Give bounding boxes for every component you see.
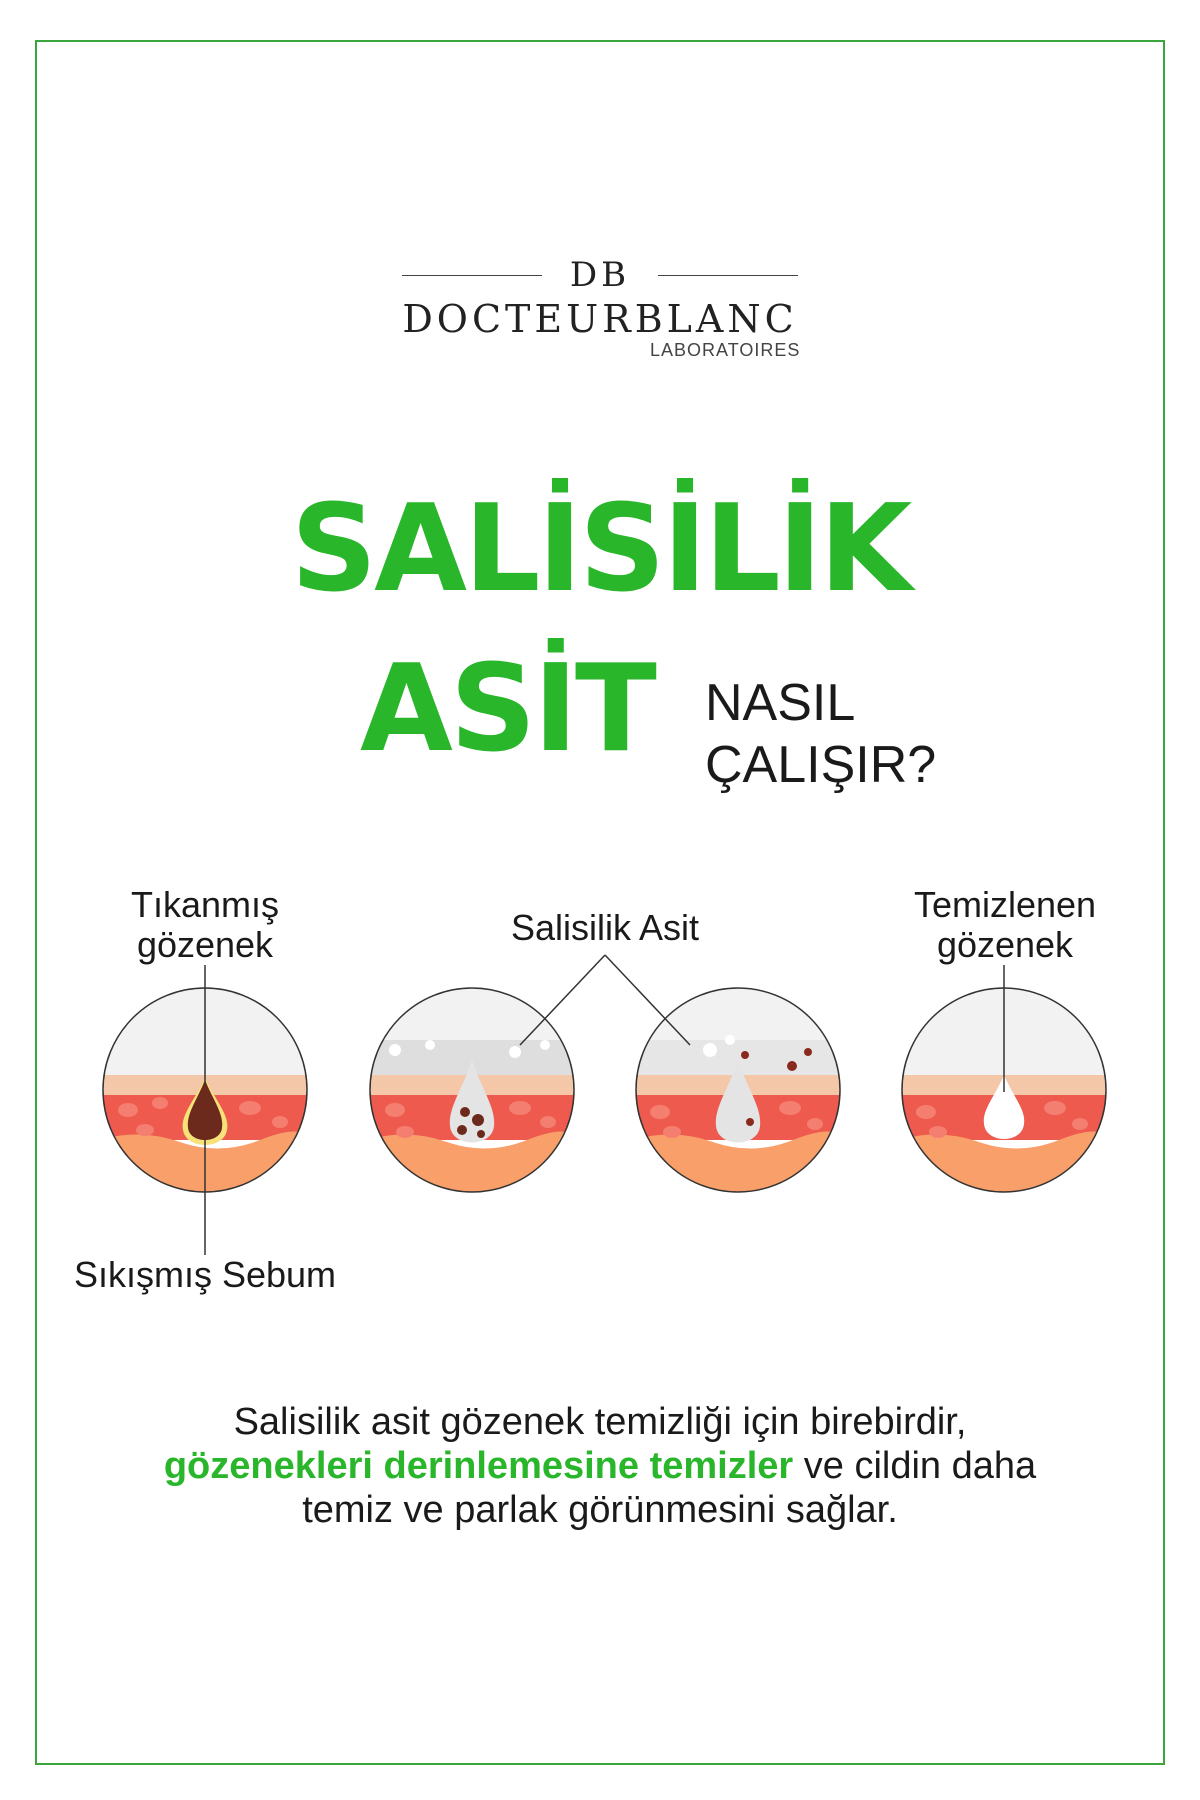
pore-circle-clogged (100, 965, 310, 1255)
caption-line-3: temiz ve parlak görünmesini sağlar. (302, 1489, 898, 1531)
logo-monogram: DB (569, 255, 631, 295)
label-trapped-sebum-text: Sıkışmış Sebum (73, 1254, 337, 1295)
caption-highlight: gözenekleri derinlemesine temizler (163, 1445, 794, 1487)
pointer-line-acid-left (520, 955, 605, 1045)
label-cleaned-pore-text: Temizlenen gözenek (913, 884, 1097, 965)
label-salicylic-acid-text: Salisilik Asit (510, 907, 700, 948)
caption-line-2 (0, 1444, 1200, 1488)
pointer-line-acid-right (605, 955, 690, 1045)
caption (0, 1400, 1200, 1532)
caption-line-2-rest: ve cildin daha (793, 1445, 1037, 1487)
logo-brand-name: DOCTEURBLANC (402, 297, 798, 341)
headline-line-2: ASİT (360, 640, 654, 779)
headline-aside-text: NASIL ÇALIŞIR? (705, 674, 937, 794)
headline-line-1: SALİSİLİK (290, 480, 910, 619)
pore-circle-cleaned (899, 965, 1109, 1200)
label-clogged-pore-text: Tıkanmış gözenek (130, 884, 280, 965)
logo-subtitle: LABORATOIRES (650, 340, 801, 360)
caption-line-1: Salisilik asit gözenek temizliği için birebirdir, (233, 1401, 967, 1443)
